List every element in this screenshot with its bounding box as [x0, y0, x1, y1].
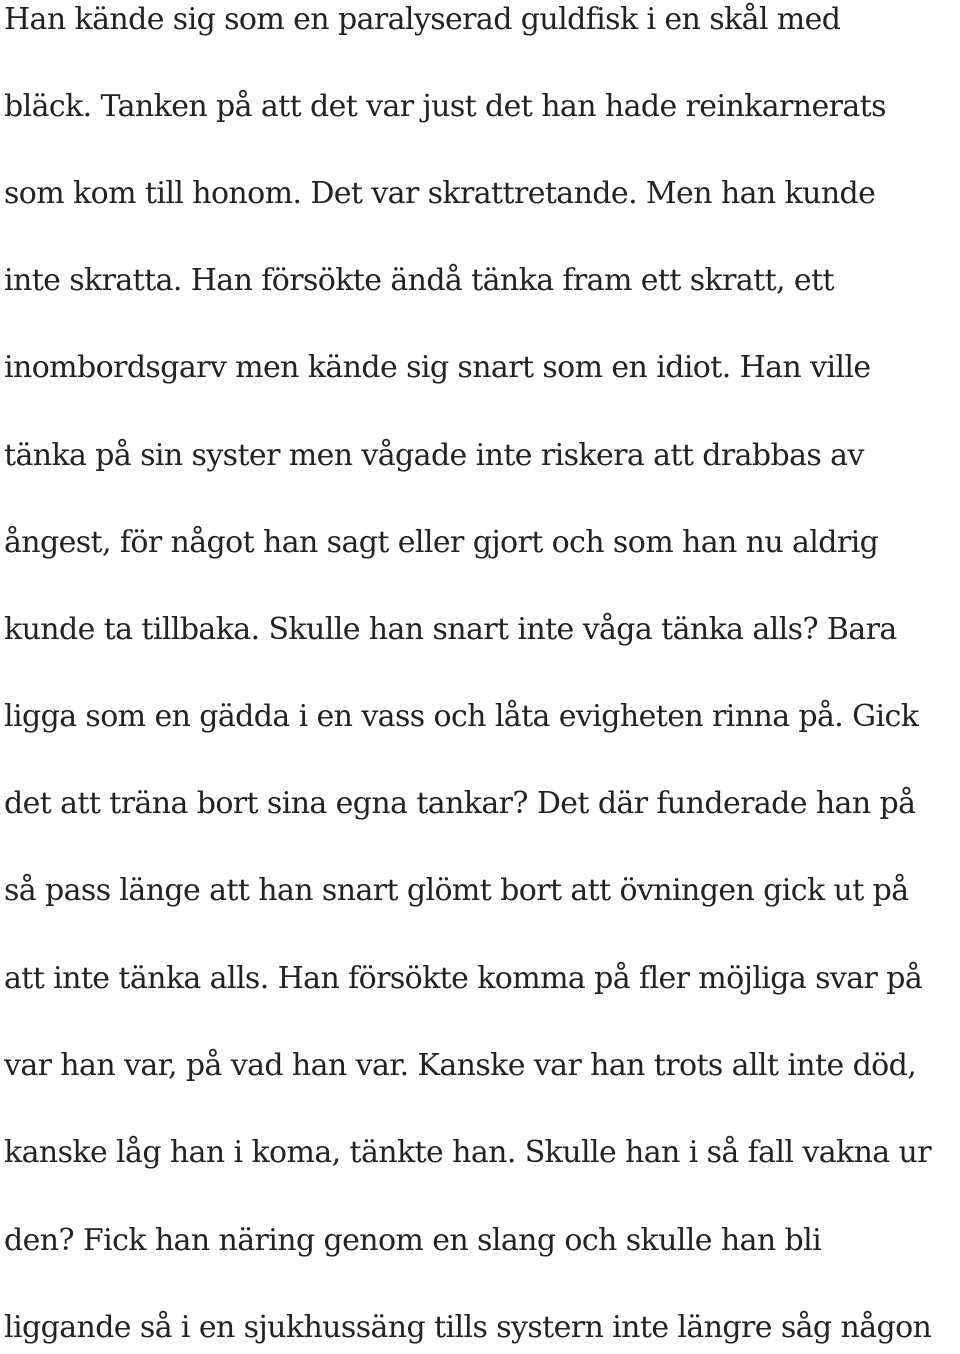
text-line: det att träna bort sina egna tankar? Det där funderade han på: [4, 786, 916, 821]
text-line: inombordsgarv men kände sig snart som en idiot. Han ville: [4, 350, 871, 385]
text-line: Han kände sig som en paralyserad guldfisk i en skål med: [4, 2, 841, 37]
text-line: kanske låg han i koma, tänkte han. Skulle han i så fall vakna ur: [4, 1135, 931, 1170]
text-line: som kom till honom. Det var skrattretande. Men han kunde: [4, 176, 876, 211]
text-line: ligga som en gädda i en vass och låta evigheten rinna på. Gick: [4, 699, 919, 734]
text-line: så pass länge att han snart glömt bort att övningen gick ut på: [4, 873, 909, 908]
text-line: bläck. Tanken på att det var just det han hade reinkarnerats: [4, 89, 886, 124]
text-line: ångest, för något han sagt eller gjort och som han nu aldrig: [4, 525, 879, 560]
text-line: att inte tänka alls. Han försökte komma på fler möjliga svar på: [4, 961, 923, 996]
text-line: inte skratta. Han försökte ändå tänka fram ett skratt, ett: [4, 263, 834, 298]
text-line: tänka på sin syster men vågade inte riskera att drabbas av: [4, 438, 864, 473]
text-line: den? Fick han näring genom en slang och skulle han bli: [4, 1223, 822, 1258]
text-line: var han var, på vad han var. Kanske var han trots allt inte död,: [4, 1048, 917, 1083]
text-line: liggande så i en sjukhussäng tills systern inte längre såg någon: [4, 1310, 932, 1345]
text-line: kunde ta tillbaka. Skulle han snart inte våga tänka alls? Bara: [4, 612, 897, 647]
